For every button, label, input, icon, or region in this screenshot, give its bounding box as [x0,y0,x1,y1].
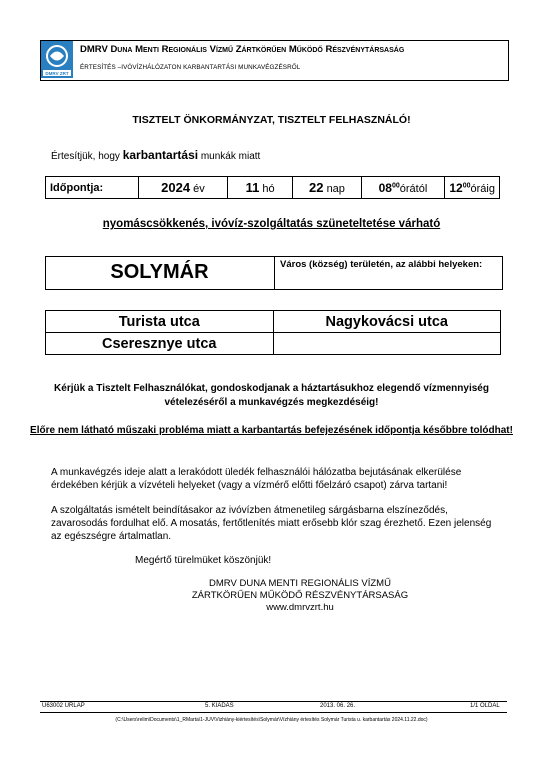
date-month [227,177,293,199]
city-divider [274,256,275,289]
footer-rule-bottom [40,712,507,713]
date-year [139,177,228,199]
footer-rule-top [40,701,507,702]
date-table [45,176,500,199]
intro-before: Értesítjük, hogy [51,151,123,162]
from-unit: órától [399,182,428,195]
signature-line2: ZÁRTKÖRŰEN MŰKÖDŐ RÉSZVÉNYTÁRSASÁG [191,590,409,601]
day-value: 22 [309,180,324,195]
street-cell: Cseresznye utca [46,333,274,355]
service-warning: nyomáscsökkenés, ivóvíz-szolgáltatás szüneteltetése várható [102,218,441,230]
intro-after: munkák miatt [198,151,261,162]
month-unit: hó [262,183,275,195]
street-cell [273,333,501,355]
svg-text:DMRV ZRT: DMRV ZRT [45,71,69,76]
footer-page: 1/1 OLDAL [470,703,500,709]
to-min: 00 [462,181,471,189]
footer-edition: 5. KIADÁS [205,703,234,709]
signature-block [0,578,543,614]
supply-request: Kérjük a Tisztelt Felhasználókat, gondoskodjanak a háztartásukhoz elegendő vízmennyiség vételezéséről a munkavégzés megkezdéséig! [54,383,489,408]
document-subtitle: ÉRTESÍTÉS –IVÓVÍZHÁLÓZATON KARBANTARTÁSI MUNKAVÉGZÉSRŐL [80,64,301,71]
intro-text [51,148,260,162]
signature-url: www.dmrvzrt.hu [266,602,334,613]
date-day [293,177,361,199]
street-cell: Nagykovácsi utca [273,311,501,333]
date-label: Időpontja: [46,177,139,199]
to-unit: óráig [470,182,495,195]
from-hour: 08 [378,180,392,195]
intro-bold: karbantartási [122,148,199,162]
streets-table [45,310,501,355]
footer-date: 2013. 06. 26. [320,703,356,709]
month-value: 11 [245,180,260,195]
year-value: 2024 [161,180,191,195]
delay-notice: Előre nem látható műszaki probléma miatt a karbantartás befejezésének időpontja későbbre tolódhat! [30,425,513,436]
signature-line1: DMRV DUNA MENTI REGIONÁLIS VÍZMŰ [209,578,391,589]
to-hour: 12 [449,180,463,195]
paragraph-discoloration: A szolgáltatás ismételt beindításakor az ivóvízben átmenetileg sárgásbarna elszíneződés, zavarosodás fordulhat elő. A mosatás, fertőtlenítés miatt erősebb klór szag érezhető. Ezen jelenség az egészségre ártalmatlan. [51,505,492,542]
paragraph-valves: A munkavégzés ideje alatt a lerakódott üledék felhasználói hálózatba bejutásának elkerülése érdekében kérjük a vízvételi helyeket (vagy a vízmérő előtti főelzáró csapot) zárva tartani! [51,467,462,491]
file-path: (C:\Users\relim\Documents\1_RMarta\1-JUV\Vizhiány-kiértesítés\Solymár\Vízhiány értesítés Solymár Turista u. karbantartás 2024.11.22.doc) [115,717,428,723]
day-unit: nap [326,183,345,195]
greeting: TISZTELT ÖNKORMÁNYZAT, TISZTELT FELHASZNÁLÓ! [132,114,411,126]
time-from [361,177,445,199]
company-title: DMRV Duna Menti Regionális Vízmű Zártkörűen Működő Részvénytársaság [80,44,405,55]
thanks-text: Megértő türelmüket köszönjük! [135,555,272,566]
time-to [445,177,500,199]
city-name: SOLYMÁR [110,260,209,283]
dmrv-logo [41,41,73,78]
year-unit: év [193,183,205,195]
footer-form: Ü63002 ŰRLAP [42,703,85,709]
from-min: 00 [391,181,400,189]
city-description: Város (község) területén, az alábbi helyeken: [280,259,483,270]
street-cell: Turista utca [46,311,274,333]
